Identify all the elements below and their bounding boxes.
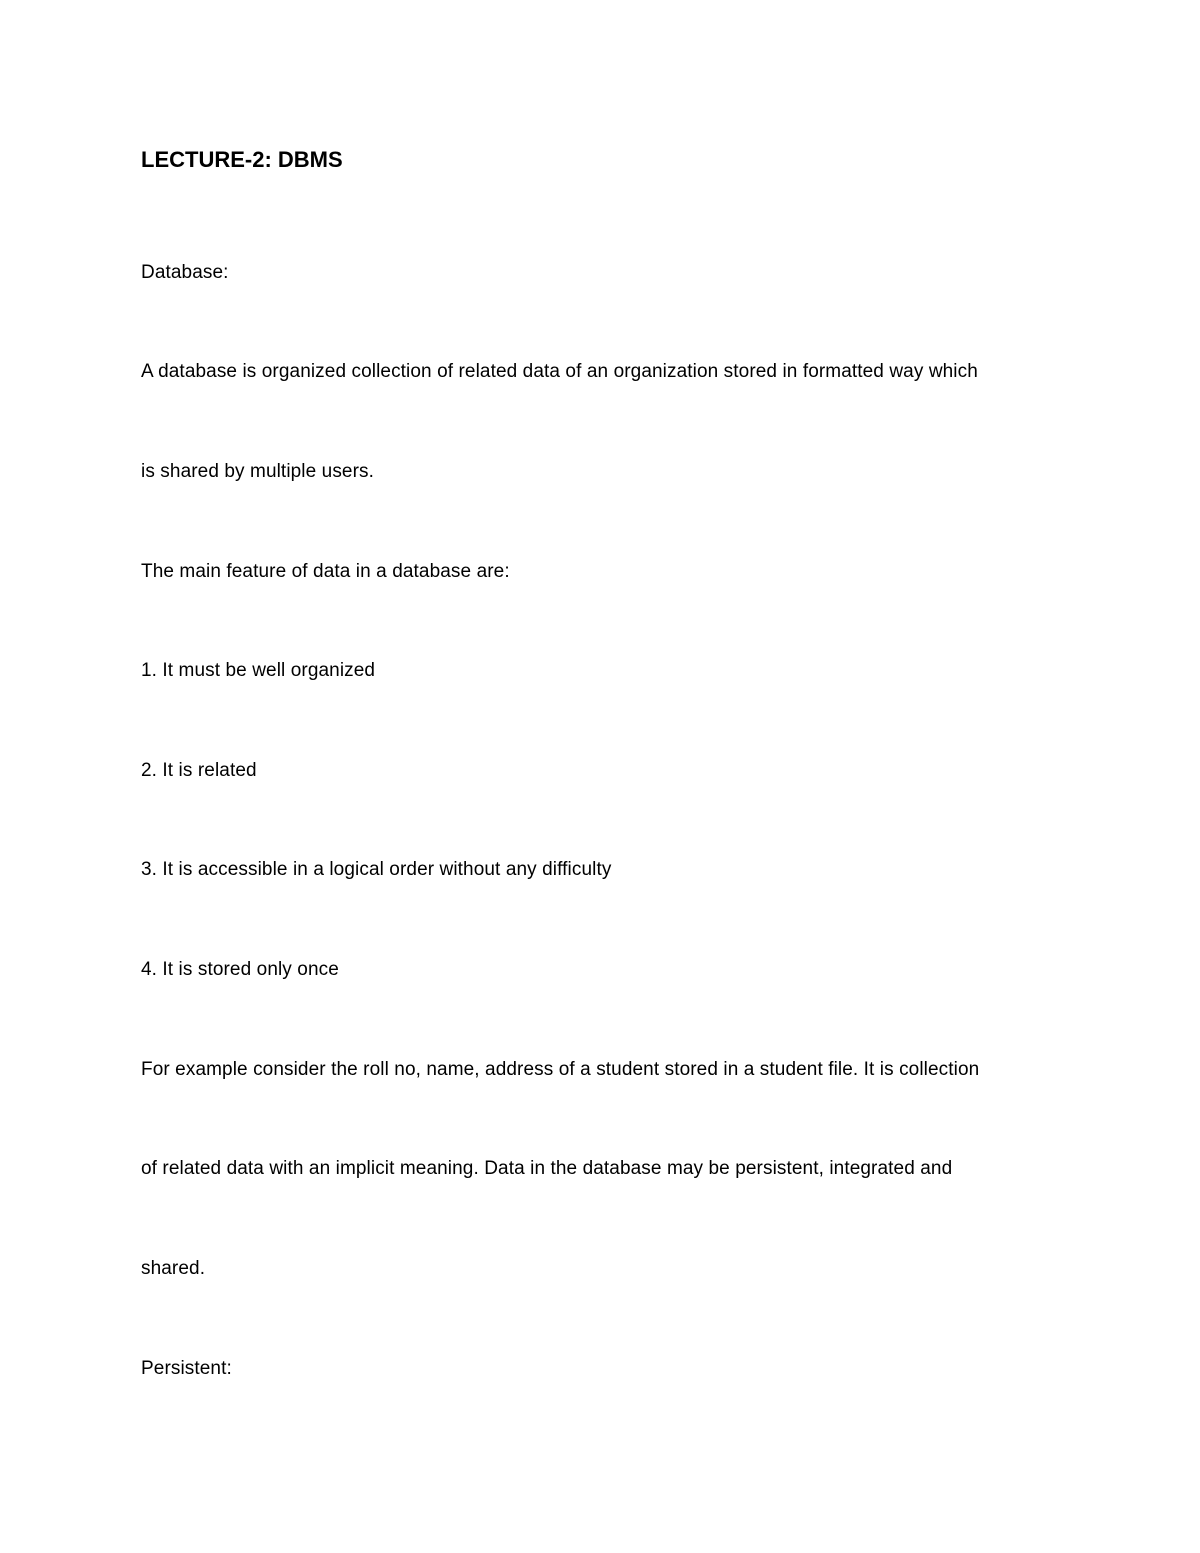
list-item: 2. It is related: [141, 760, 257, 781]
list-item: 3. It is accessible in a logical order without any difficulty: [141, 859, 612, 880]
paragraph-line: shared.: [141, 1258, 206, 1279]
paragraph-line: of related data with an implicit meaning. Data in the database may be persistent, integrated and: [141, 1158, 953, 1179]
page-title: LECTURE-2: DBMS: [141, 147, 343, 172]
paragraph-line: For example consider the roll no, name, address of a student stored in a student file. It is collection: [141, 1059, 980, 1080]
section-heading-database: Database:: [141, 262, 229, 283]
paragraph-line: The main feature of data in a database are:: [141, 561, 510, 582]
paragraph-line: A database is organized collection of related data of an organization stored in formatted way which: [141, 361, 978, 382]
section-heading-persistent: Persistent:: [141, 1358, 232, 1379]
list-item: 4. It is stored only once: [141, 959, 339, 980]
list-item: 1. It must be well organized: [141, 660, 376, 681]
paragraph-line: is shared by multiple users.: [141, 461, 375, 482]
